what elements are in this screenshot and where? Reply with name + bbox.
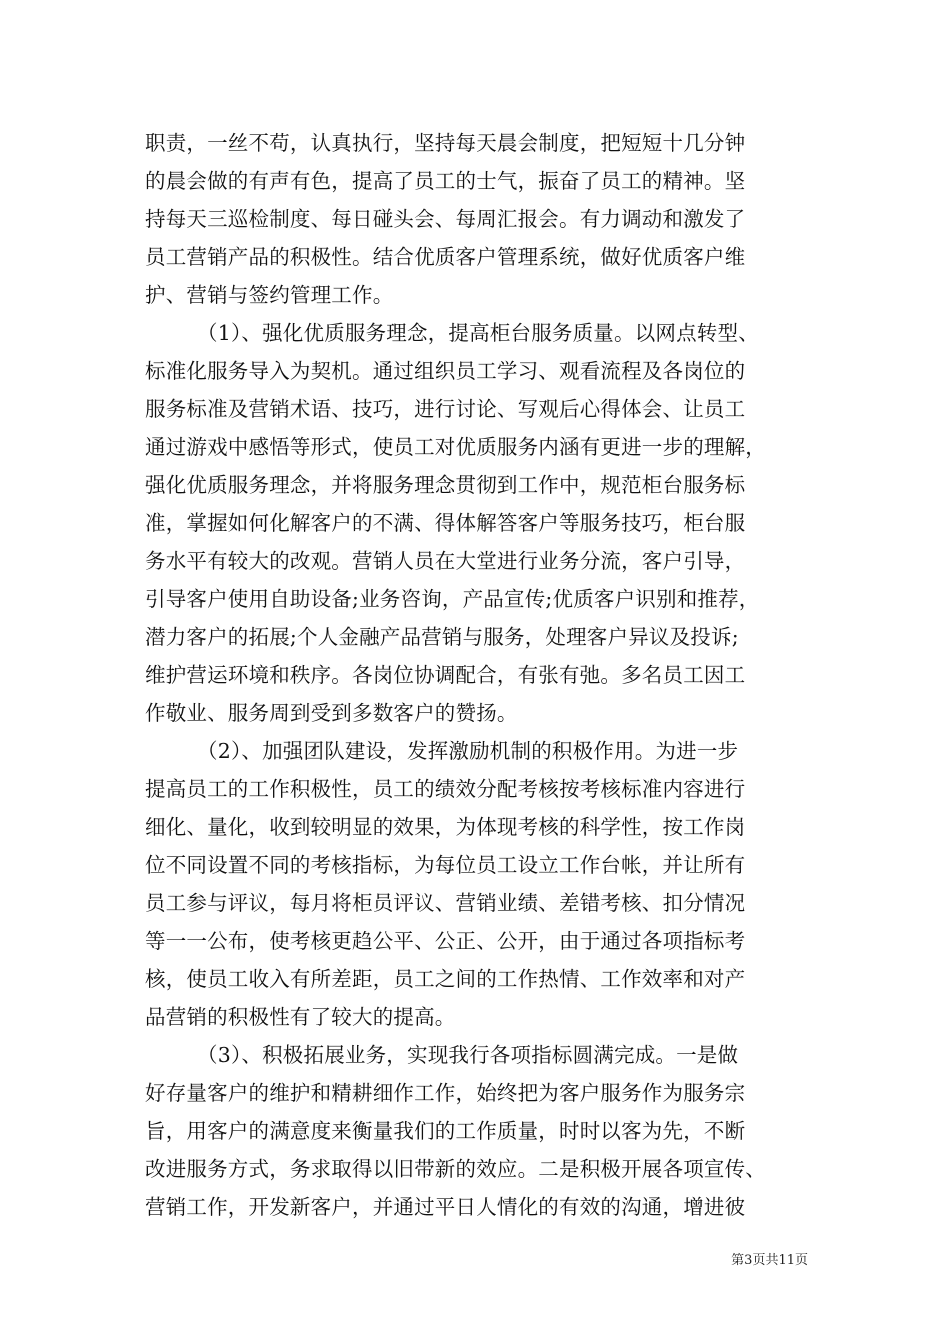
text-line: 标准化服务导入为契机。通过组织员工学习、观看流程及各岗位的 — [145, 359, 746, 383]
text-line: 服务标准及营销术语、技巧，进行讨论、写观后心得体会、让员工 — [145, 397, 746, 421]
paragraph-1-heading-line: （1）、强化优质服务理念，提高柜台服务质量。以网点转型、 — [197, 321, 759, 345]
page-number: 第3页共11页 — [731, 1253, 808, 1268]
text-line: 强化优质服务理念，并将服务理念贯彻到工作中，规范柜台服务标 — [145, 473, 746, 497]
text-line: 维护营运环境和秩序。各岗位协调配合，有张有弛。多名员工因工 — [145, 663, 746, 687]
text-line: 营销工作，开发新客户，并通过平日人情化的有效的沟通，增进彼 — [145, 1195, 746, 1219]
text-line: 务水平有较大的改观。营销人员在大堂进行业务分流，客户引导， — [145, 549, 746, 573]
text-line: 持每天三巡检制度、每日碰头会、每周汇报会。有力调动和激发了 — [145, 207, 746, 231]
text-line: 职责，一丝不苟，认真执行，坚持每天晨会制度，把短短十几分钟 — [145, 131, 746, 155]
text-line: 等一一公布，使考核更趋公平、公正、公开，由于通过各项指标考 — [145, 929, 746, 953]
text-line: 提高员工的工作积极性，员工的绩效分配考核按考核标准内容进行 — [145, 777, 746, 801]
text-line: 好存量客户的维护和精耕细作工作，始终把为客户服务作为服务宗 — [145, 1081, 746, 1105]
text-line: 通过游戏中感悟等形式，使员工对优质服务内涵有更进一步的理解， — [145, 435, 766, 459]
text-line: 品营销的积极性有了较大的提高。 — [145, 1005, 456, 1029]
body-text — [145, 124, 805, 1226]
text-line: 位不同设置不同的考核指标，为每位员工设立工作台帐，并让所有 — [145, 853, 746, 877]
text-line: 作敬业、服务周到受到多数客户的赞扬。 — [145, 701, 518, 725]
text-line: 核，使员工收入有所差距，员工之间的工作热情、工作效率和对产 — [145, 967, 746, 991]
text-line: 引导客户使用自助设备;业务咨询，产品宣传;优质客户识别和推荐， — [145, 587, 760, 611]
text-line: 改进服务方式，务求取得以旧带新的效应。二是积极开展各项宣传、 — [145, 1157, 766, 1181]
text-line: 准，掌握如何化解客户的不满、得体解答客户等服务技巧，柜台服 — [145, 511, 746, 535]
text-line: 员工营销产品的积极性。结合优质客户管理系统，做好优质客户维 — [145, 245, 746, 269]
paragraph-2-heading-line: （2）、加强团队建设，发挥激励机制的积极作用。为进一步 — [197, 739, 739, 763]
text-line: 护、营销与签约管理工作。 — [145, 283, 394, 307]
text-line: 细化、量化，收到较明显的效果，为体现考核的科学性，按工作岗 — [145, 815, 746, 839]
paragraph-3-heading-line: （3）、积极拓展业务，实现我行各项指标圆满完成。一是做 — [197, 1043, 739, 1067]
text-line: 的晨会做的有声有色，提高了员工的士气，振奋了员工的精神。坚 — [145, 169, 746, 193]
text-line: 旨，用客户的满意度来衡量我们的工作质量，时时以客为先，不断 — [145, 1119, 746, 1143]
text-line: 潜力客户的拓展;个人金融产品营销与服务，处理客户异议及投诉; — [145, 625, 739, 649]
text-line: 员工参与评议，每月将柜员评议、营销业绩、差错考核、扣分情况 — [145, 891, 746, 915]
